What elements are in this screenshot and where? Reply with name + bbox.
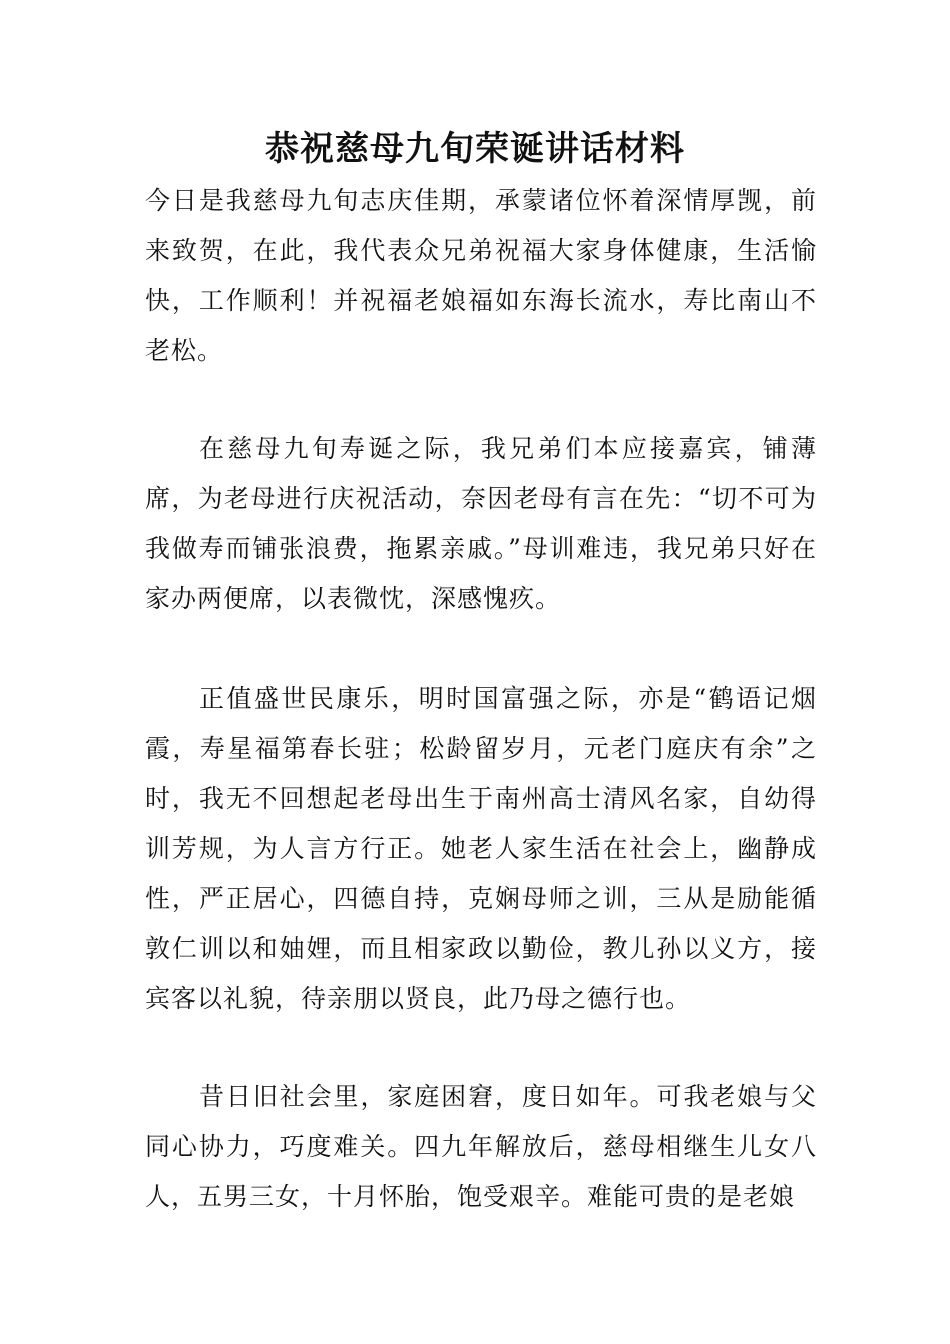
paragraph-virtues: 正值盛世民康乐，明时国富强之际，亦是“鹤语记烟霞，寿星福第春长驻；松龄留岁月，元老门庭庆有余”之时，我无不回想起老母出生于南州高士清风名家，自幼得训芳规，为人言方行正。她老人家生活在社会上，幽静成性，严正居心，四德自持，克娴母师之训，三从是励能循敦仁训以和妯娌，而且相家政以勤俭，教儿孙以义方，接宾客以礼貌，待亲朋以贤良，此乃母之德行也。 bbox=[145, 684, 817, 1013]
document-title: 恭祝慈母九旬荣诞讲话材料 bbox=[265, 129, 685, 169]
paragraph-history: 昔日旧社会里，家庭困窘，度日如年。可我老娘与父同心协力，巧度难关。四九年解放后，慈母相继生儿女八人，五男三女，十月怀胎，饱受艰辛。难能可贵的是老娘 bbox=[145, 1082, 817, 1211]
paragraph-opening: 今日是我慈母九旬志庆佳期，承蒙诸位怀着深情厚觊，前来致贺，在此，我代表众兄弟祝福大家身体健康，生活愉快，工作顺利！并祝福老娘福如东海长流水，寿比南山不老松。 bbox=[145, 186, 817, 365]
paragraph-celebration: 在慈母九旬寿诞之际，我兄弟们本应接嘉宾，铺薄席，为老母进行庆祝活动，奈因老母有言在先：“切不可为我做寿而铺张浪费，拖累亲戚。”母训难违，我兄弟只好在家办两便席，以表微忱，深感愧疚。 bbox=[145, 434, 817, 613]
